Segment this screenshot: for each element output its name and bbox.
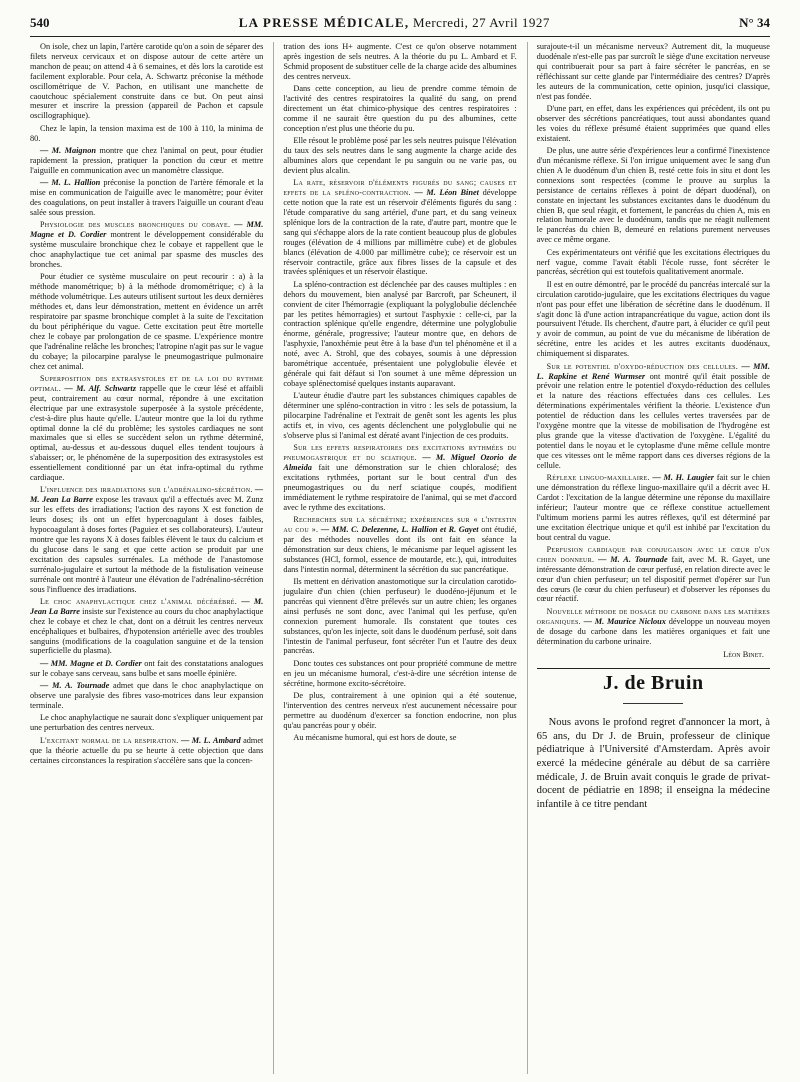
paragraph [30, 681, 263, 711]
issue-date: Mercredi, 27 Avril 1927 [413, 15, 550, 30]
section-title: L'influence des irradiations sur l'adrénalino-sécrétion. [40, 485, 253, 495]
author-name: — M. Miguel Ozorio de Almeida [283, 453, 517, 473]
section-divider [537, 668, 770, 669]
section [537, 473, 770, 542]
paragraph-text: insiste sur l'existence au cours du choc anaphylactique chez le cobaye et chez le chat, dont on a détruit les centres nerveux encéphaliques et bulbaires, d'hypotension artérielle avec des troubles sanguins (modifications de la coagulation sanguine et de la tension superficielle du plasma). [30, 606, 264, 656]
author-name: — M. Léon Binet [414, 188, 479, 198]
paragraph-text: admet que dans le choc anaphylactique on observe une paralysie des fibres vaso-motrices dans leur expansion terminale. [30, 681, 264, 710]
section [537, 607, 770, 647]
paragraph-text: rappelle que le cœur lésé et affaibli peut, contrairement au cœur normal, répondre à une excitation électrique par une extrasystole superposée à la systole précédente, c'est-à-dire plus haute qu'elle. L'auteur montre que la loi du rythme optimal donne la clé du problème; les systoles cardiaques ne sont maximales que si elles se succèdent selon un rythme déterminé, optimal, au-dessus et au-dessous duquel elles tendent toujours à s'abaisser; or, le phénomène de la superposition des extrasystoles est essentiellement conditionné par un état infra-optimal du rythme cardiaque. [30, 383, 264, 483]
paragraph: Elle résout le problème posé par les sels neutres puisque l'élévation du taux des sels neutres dans le sang augmente la charge acide des albumines alors que cependant le pu sanguin ou ne varie pas, ou devient plus alcalin. [283, 136, 517, 175]
author-name: — M. L. Ambard [180, 735, 241, 745]
paragraph: Le choc anaphylactique ne saurait donc s'expliquer uniquement par une perturbation des centres nerveux. [30, 713, 264, 733]
paragraph-text: ont étudié, par des méthodes nouvelles dont ils ont fait en séance la démonstration sur deux chiens, le mécanisme par lequel agissent les substances (HCl, formol, essence de moutarde, etc.), qui, introduites dans l'intestin normal, déterminent la sécrétion du suc pancréatique. [283, 525, 517, 574]
paragraph: surajoute-t-il un mécanisme nerveux? Autrement dit, la muqueuse duodénale n'est-elle pas par surcroît le siège d'une excitation nerveuse qui contribuerait pour sa part à faire sécréter le pancréas, en se réfléchissant sur cette glande par l'intermédiaire des centres? D'après les auteurs de la communication, cette opinion, jusqu'ici classique, n'est pas fondée. [536, 42, 770, 101]
paragraph-text: fait une démonstration sur le chien chloralosé; des excitations rythmées, portant sur le bout central d'un des pneumogastriques ou du nerf sciatique coupés, modifient immédiatement le rythme respiratoire de l'animal, qui se met d'accord avec le rythme des excitations. [283, 463, 517, 512]
paragraph: De plus, contrairement à une opinion qui a été soutenue, l'intervention des centres nerveux n'est aucunement nécessaire pour permettre au duodénum d'exercer sa fonction endocrine, non plus qu'au pancréas pour y obéir. [283, 691, 517, 730]
paragraph-text: développe cette notion que la rate est un réservoir d'éléments figurés du sang : l'étude comparative du sang artériel, d'une part, et du sang veineux splénique lors de la contraction de la rate, d'autre part, montre que le sang qui s'échappe alors de la rate contient beaucoup plus de globules rouges (élévation de 4 millions par millimètre cube) et de globules blancs (élévation de 4.000 par millimètre cube); ce réservoir est un réservoir contractile, grâce aux fibres lisses de la capsule et des travées spléniques et un réservoir élastique. [283, 188, 517, 277]
section-title: L'excitant normal de la respiration. [40, 735, 179, 745]
section [283, 515, 516, 574]
author-name: — M. A. Tournade [598, 554, 668, 564]
author-name: — MM. C. Delezenne, L. Hallion et R. Gayet [320, 525, 479, 535]
section [537, 362, 770, 471]
article-columns [30, 42, 770, 1074]
paragraph-text: fait sur le chien une démonstration du réflexe linguo-maxillaire qu'il a décrit avec H. Cardot : l'excitation de la langue détermine une réponse du maxillaire inférieur; l'auteur montre que ce réflexe constitue actuellement l'ultimum moriens parmi les autres réflexes, qu'il est déterminé par une excitation électrique unique et qu'il est inhibé par l'excitation du bout central du vague. [536, 473, 770, 542]
paragraph: Au mécanisme humoral, qui est hors de doute, se [293, 733, 457, 743]
paragraph-text: préconise la ponction de l'artère fémorale et la mise en communication de l'aiguille avec le manomètre; pour éviter des coagulations, on peut installer à travers l'aiguille un courant d'eau salée sous pression. [30, 178, 264, 217]
author-name: — M. A. Tournade [40, 681, 110, 691]
paragraph: Donc toutes ces substances ont pour propriété commune de mettre en jeu un mécanisme humoral, c'est-à-dire une sécrétion intense de sécrétine, hormone excito-sécrétoire. [283, 658, 517, 688]
paragraph [30, 178, 263, 218]
journal-title-line [239, 15, 550, 31]
paragraph-text: montre que chez l'animal on peut, pour étudier rapidement la pression, pratiquer la ponction du cœur et mettre l'aiguille en communication avec un manomètre classique. [30, 146, 264, 175]
author-name: — M. L. Hallion [40, 178, 101, 188]
section-title: Réflexe linguo-maxillaire. [546, 473, 650, 483]
author-name: — M. Jean La Barre [30, 596, 264, 616]
paragraph: Il est en outre démontré, par le procédé du pancréas intercalé sur la circulation carotido-jugulaire, que les excitations électriques du vague n'ont pas pour effet une libération de sécrétine dans le duodénum. Il s'agit donc là d'une action intrapancréatique du vague, action dont ils poursuivent l'étude. Ils cherchent, d'autre part, à élucider ce qu'il peut y avoir de commun, au point de vue du mécanisme de libération de sécrétine, entre les acides et les autres excitants duodénaux, chimiquement si disparates. [536, 279, 770, 359]
paragraph-text: expose les travaux qu'il a effectués avec M. Zunz sur les effets des irradiations; l'action des rayons X est fonction de leurs doses; ils ont un effet hypercoagulant à doses faibles, hypocoagulant à doses fortes (Paguiez et ses collaborateurs). L'auteur montre que les rayons X à doses faibles élèvent le taux du calcium et du glucose dans le sang et que cette action se produit par une excitation des capsules surrénales. La méthode de l'anastomose surrénalo-jugulaire et surtout la méthode de la fistulisation veineuse surrénale ont montré à l'auteur une élévation de l'adrénalino-sécrétion sous l'influence des irradiations. [30, 495, 264, 594]
section [30, 220, 263, 270]
section-title: Physiologie des muscles bronchiques du cobaye. [40, 220, 231, 230]
page-header [30, 10, 770, 37]
section-title: Perfusion cardiaque par conjugaison avec le cœur d'un chien donneur. [536, 544, 770, 564]
section-title: Nouvelle méthode de dosage du carbone dans les matières organiques. [536, 606, 770, 626]
paragraph: On isole, chez un lapin, l'artère carotide qu'on a soin de séparer des filets nerveux cervicaux et on dispose autour de cette artère un manchon de peau; on attend 4 à 6 semaines, et dès lors la carotide est facilement explorable. Pour cela, A. Schwartz préconise la méthode oscillométrique de V. Pachon, en utilisant une manchette de caoutchouc spécialement construite dans ce but. On peut ainsi mesurer et inscrire la pression (appareil de Pachon et capsule oscillographique). [30, 42, 264, 121]
issue-number: N° 34 [739, 15, 770, 30]
report-signature: Léon Binet. [723, 650, 764, 660]
paragraph: La spléno-contraction est déclenchée par des causes multiples : en dehors du mouvement, bien analysé par Barcroft, par Scheunert, il convient de citer l'hémorragie (expliquant la polyglobulie déclenchée par les petites hémorragies) et surtout l'asphyxie : celle-ci, par la contraction splénique qu'elle engendre, détermine une polyglobulie énorme, générale, progressive; l'auteur montre que, en dehors de l'asphyxie, l'anoxhémie peut être à la base d'un tel phénomène et il a noté, avec A. Strohl, que des cobayes, soumis à une dépression barométrique accentuée, présentaient une polyglobulie élevée et générale qui fait défaut si l'on soumet à une même dépression un cobaye splénectomisé quelques instants auparavant. [283, 279, 517, 388]
journal-name: LA PRESSE MÉDICALE, [238, 15, 410, 30]
author-name: — MM. Magne et D. Cordier [40, 658, 142, 668]
paragraph: De plus, une autre série d'expériences leur a confirmé l'inexistence d'un mécanisme réflexe. Si l'on irrigue uniquement avec le sang d'un chien A le duodénum d'un chien B, resté cette fois in situ et dont les connexions sont respectées (comme le prouve au surplus la persistance de certains réflexes à point de départ duodénal), on constate en injectant les substances excitantes dans le duodénum du chien B, que seul réagit, et fortement, le pancréas du chien A, mis en relation humorale avec le duodénum, tandis que ne réagit nullement le pancréas du chien B, demeuré en relations purement nerveuses avec ce même organe. [536, 146, 770, 245]
section [283, 443, 516, 512]
section [30, 597, 263, 656]
paragraph-text: ont montré qu'il était possible de prévoir une relation entre le potentiel d'oxydo-réduction des cellules et la nature des réactions effectuées dans ces cellules. Les déterminations expérimentales vérifient la théorie. L'existence d'un potentiel de réduction dans les cellules vertes traversées par de l'oxygène montre que la vitesse de mobilisation de l'hydrogène est plus grande que la vitesse d'activation de l'oxygène. L'égalité du potentiel dans le noyau et le cytoplasme d'une même cellule montre que ces vitesses ont le même rapport dans ces diverses régions de la cellule. [536, 371, 770, 470]
section [30, 374, 263, 483]
obituary-title-rule [623, 703, 683, 704]
section-title: Recherches sur la sécrétine; expériences sur « l'intestin au cou ». [283, 515, 517, 535]
paragraph-text: admet que la théorie actuelle du pu se heurte à cette objection que dans certaines circonstances la respiration s'accélère sans que la concen- [30, 735, 264, 765]
paragraph: L'auteur étudie d'autre part les substances chimiques capables de déterminer une spléno-contraction in vitro : les sels de potassium, la pilocarpine l'adrénaline et l'extrait de genêt sont les agents les plus actifs et, in vivo, ces agents déclenchent une polyglobulie qui ne s'observe plus si l'animal est dératé avant l'injection de ces produits. [283, 391, 517, 440]
section-title: Sur le potentiel d'oxydo-réduction des cellules. [546, 361, 739, 371]
paragraph: D'une part, en effet, dans les expériences qui précèdent, ils ont pu observer des sécrétions pancréatiques, tout aussi abondantes quand les voies du réflexe présumé étaient supprimées que quand elles existaient. [536, 103, 770, 143]
paragraph: Dans cette conception, au lieu de prendre comme témoin de l'activité des centres respiratoires la qualité du sang, on prend directement un état chimico-physique des centres respiratoires : comme il ne saurait être question du pu des albumines, cette conception n'est plus une théorie du pu. [283, 84, 517, 133]
section [537, 545, 770, 604]
author-name: — M. Maurice Nicloux [583, 616, 666, 626]
section [30, 736, 263, 766]
paragraph-text: fait, avec M. R. Gayet, une intéressante démonstration de cœur perfusé, en relation directe avec le cœur d'un chien perfuseur; un tel dispositif permet d'opérer sur l'un des cœurs (le cœur du chien perfuseur) et d'observer les réponses du cœur réactif. [536, 554, 770, 604]
author-name: — M. Alf. Schwartz [64, 383, 136, 393]
paragraph: Pour étudier ce système musculaire on peut recourir : a) à la méthode manométrique; b) à la méthode dromométrique; c) à la méthode volumétrique. Les auteurs utilisent surtout les deux dernières méthodes et, dans leur démonstration, mettent en évidence un arrêt respiratoire par spasme bronchique complet à la suite de l'excitation du bout périphérique du vague. Cette excitation peut être mortelle chez le cobaye par prolongation de ce spasme. L'expérience montre que l'adrénaline relâche les bronches; l'atropine n'agit pas sur le vague du cobaye; la pilocarpine paralyse le pneumogastrique pulmonaire chez cet animal. [30, 272, 264, 371]
paragraph: tration des ions H+ augmente. C'est ce qu'on observe notamment après ingestion de sels neutres. A la théorie du pu L. Ambard et F. Schmid proposent de substituer celle de la charge acide des albumines des centres nerveux. [283, 42, 517, 81]
section-title: La rate, réservoir d'éléments figurés du sang; causes et effets de la spléno-contraction. [283, 178, 517, 198]
paragraph-text: développe un nouveau moyen de dosage du carbone dans les matières organiques et fait une détermination du carbone urinaire. [536, 616, 770, 646]
column-2 [273, 42, 516, 1074]
paragraph-text: ont fait des constatations analogues sur le cobaye sans cerveau, sans bulbe et sans moelle épinière. [30, 658, 264, 678]
author-name: — M. Jean La Barre [30, 485, 264, 505]
paragraph: Chez le lapin, la tension maxima est de 100 à 110, la minima de 80. [30, 123, 264, 143]
author-name: — MM. Magne et D. Cordier [30, 220, 264, 240]
paragraph [30, 146, 263, 176]
author-name: — M. H. Laugier [652, 473, 715, 483]
obituary [536, 672, 770, 811]
section-title: Sur les effets respiratoires des excitations rythmées du pneumogastrique et du sciatique. [283, 443, 517, 463]
section-title: Le choc anaphylactique chez l'animal décérébré. [40, 596, 238, 606]
paragraph [30, 659, 263, 679]
obituary-title: J. de Bruin [603, 672, 704, 695]
paragraph: Ils mettent en dérivation anastomotique sur la circulation carotido-jugulaire d'un chien (chien perfuseur) le duodéno-jéjunum et le pancréas qui viennent d'être prélevés sur un autre chien; les organes ainsi perfusés ne sont donc, avec l'animal qui les perfuse, qu'en connexion purement humorale. Ils constatent que toutes ces substances, qu'on les injecte, soit dans le duodénum perfusé, soit dans l'intestin de l'animal perfuseur, font sécréter l'un et l'autre des deux pancréas. [283, 577, 517, 656]
section [30, 485, 263, 594]
paragraph-text: montrent le développement considérable du système musculaire bronchique chez le cobaye et rappellent que le choc anaphylactique tue cet animal par spasme des muscles des bronches. [30, 230, 264, 270]
column-3 [527, 42, 770, 1074]
section-title: Superposition des extrasystoles et de la loi du rythme optimal. [30, 374, 264, 393]
page-number: 540 [30, 15, 50, 30]
obituary-text: Nous avons le profond regret d'annoncer la mort, à 65 ans, du Dr J. de Bruin, professeur de clinique pédiatrique à l'Université d'Amsterdam. Après avoir exercé la médecine générale au début de sa carrière médicale, J. de Bruin avait conquis le grade de privat-docent de pédiatrie en 1898; il enseigna la médecine infantile à ce titre pendant [536, 717, 770, 810]
author-name: — MM. L. Rapkine et René Wurmser [536, 361, 770, 381]
paragraph: Ces expérimentateurs ont vérifié que les excitations électriques du nerf vague, comme l'avait établi l'école russe, font sécréter le pancréas, sécrétion qui est toutefois qualitativement anormale. [536, 247, 770, 277]
author-name: — M. Maignon [40, 146, 96, 156]
column-1 [30, 42, 263, 1074]
section [283, 178, 516, 277]
